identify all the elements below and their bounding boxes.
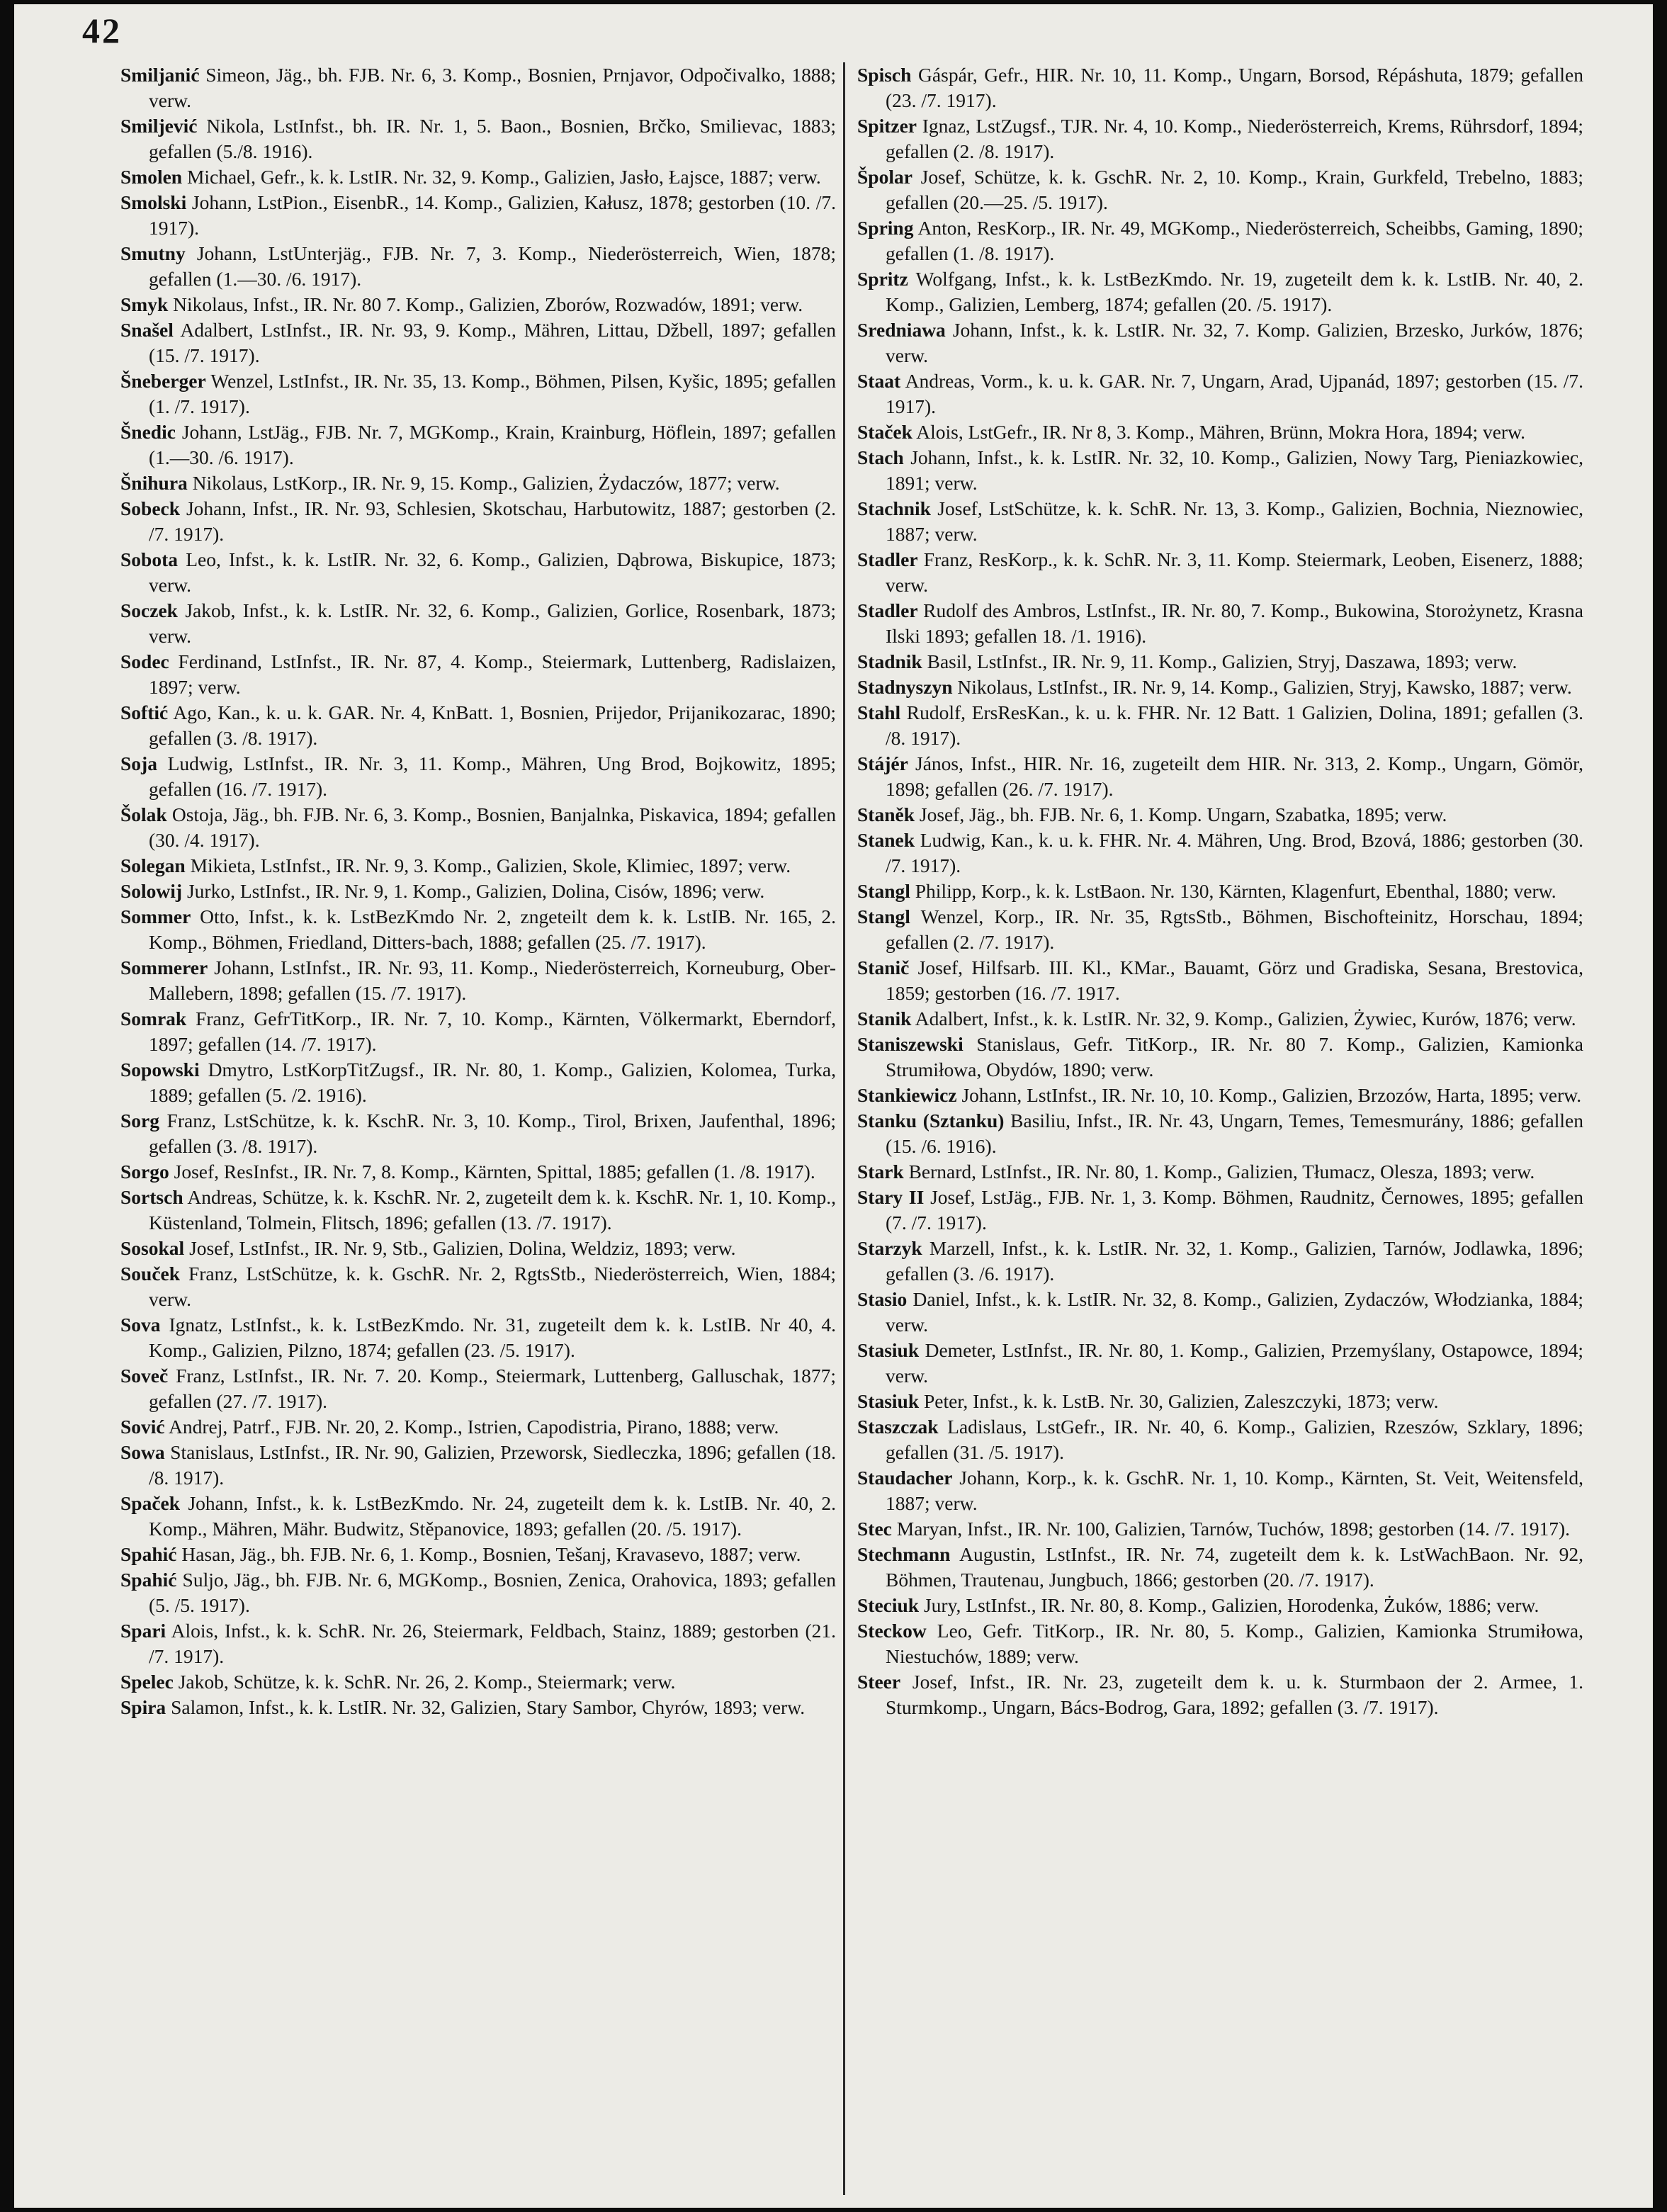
entry-details: Dmytro, LstKorpTitZugsf., IR. Nr. 80, 1. Komp., Galizien, Kolomea, Turka, 1889; gefallen (5. /2. 1916).	[149, 1059, 836, 1106]
entry-details: Adalbert, LstInfst., IR. Nr. 93, 9. Komp., Mähren, Littau, Džbell, 1897; gefallen (15. /7. 1917).	[149, 319, 836, 366]
document-page	[14, 4, 1653, 2208]
casualty-entry	[857, 1516, 1583, 1542]
casualty-entry	[857, 1338, 1583, 1389]
entry-surname: Šolak	[120, 803, 167, 825]
casualty-entry	[857, 1287, 1583, 1338]
entry-details: János, Infst., HIR. Nr. 16, zugeteilt dem HIR. Nr. 313, 2. Komp., Ungarn, Gömör, 1898; gefallen (26. /7. 1917).	[886, 752, 1583, 800]
entry-surname: Spritz	[857, 268, 908, 290]
entry-surname: Staat	[857, 370, 901, 392]
entry-surname: Spelec	[120, 1671, 174, 1693]
casualty-entry	[120, 292, 836, 317]
casualty-entry	[857, 955, 1583, 1006]
casualty-entry	[857, 828, 1583, 879]
casualty-entry	[857, 904, 1583, 955]
entry-details: Anton, ResKorp., IR. Nr. 49, MGKomp., Niederösterreich, Scheibbs, Gaming, 1890; gefallen (1. /8. 1917).	[886, 217, 1583, 264]
casualty-entry	[120, 904, 836, 955]
entry-details: Wenzel, LstInfst., IR. Nr. 35, 13. Komp., Böhmen, Pilsen, Kyšic, 1895; gefallen (1. /7. 1917).	[149, 370, 836, 417]
entry-surname: Spring	[857, 217, 914, 239]
entry-details: Ignatz, LstInfst., k. k. LstBezKmdo. Nr. 31, zugeteilt dem k. k. LstIB. Nr 40, 4. Komp., Galizien, Pilzno, 1874; gefallen (23. /5. 1917).	[149, 1314, 836, 1361]
entry-details: Josef, Schütze, k. k. GschR. Nr. 2, 10. Komp., Krain, Gurkfeld, Trebelno, 1883; gefallen (20.—25. /5. 1917).	[886, 166, 1583, 213]
entry-details: Leo, Gefr. TitKorp., IR. Nr. 80, 5. Komp., Galizien, Kamionka Strumiłowa, Niestuchów, 1889; verw.	[886, 1620, 1583, 1667]
entry-surname: Sova	[120, 1314, 161, 1336]
entry-surname: Smiljanić	[120, 64, 200, 86]
entry-details: Rudolf, ErsResKan., k. u. k. FHR. Nr. 12 Batt. 1 Galizien, Dolina, 1891; gefallen (3. /8. 1917).	[886, 701, 1583, 749]
casualty-entry	[857, 547, 1583, 598]
entry-details: Suljo, Jäg., bh. FJB. Nr. 6, MGKomp., Bosnien, Zenica, Orahovica, 1893; gefallen (5. /5. 1917).	[149, 1569, 836, 1616]
casualty-entry	[857, 1083, 1583, 1108]
entry-surname: Stadnik	[857, 650, 922, 672]
entry-details: Wolfgang, Infst., k. k. LstBezKmdo. Nr. 19, zugeteilt dem k. k. LstIB. Nr. 40, 2. Komp., Galizien, Lemberg, 1874; gefallen (20. /5. 1917).	[886, 268, 1583, 315]
entry-surname: Sopowski	[120, 1059, 200, 1080]
entry-surname: Staniszewski	[857, 1033, 964, 1055]
entry-surname: Spaček	[120, 1492, 181, 1514]
entry-surname: Soveč	[120, 1365, 169, 1387]
casualty-entry	[857, 1669, 1583, 1720]
entry-surname: Stasiuk	[857, 1339, 920, 1361]
entry-surname: Starzyk	[857, 1237, 922, 1259]
casualty-entry	[120, 853, 836, 879]
entry-details: Josef, LstJäg., FJB. Nr. 1, 3. Komp. Böhmen, Raudnitz, Černowes, 1895; gefallen (7. /7. 1917).	[886, 1186, 1583, 1234]
entry-details: Peter, Infst., k. k. LstB. Nr. 30, Galizien, Zaleszczyki, 1873; verw.	[924, 1390, 1439, 1412]
casualty-entry	[120, 700, 836, 751]
entry-details: Josef, ResInfst., IR. Nr. 7, 8. Komp., Kärnten, Spittal, 1885; gefallen (1. /8. 1917).	[174, 1161, 815, 1183]
casualty-entry	[857, 164, 1583, 215]
entry-surname: Smiljević	[120, 115, 198, 137]
casualty-entry	[857, 113, 1583, 164]
casualty-entry	[857, 675, 1583, 700]
entry-details: Josef, LstSchütze, k. k. SchR. Nr. 13, 3. Komp., Galizien, Bochnia, Nieznowiec, 1887; verw.	[886, 497, 1583, 545]
entry-details: Johann, LstInfst., IR. Nr. 10, 10. Komp., Galizien, Brzozów, Harta, 1895; verw.	[961, 1084, 1582, 1106]
casualty-entry	[857, 496, 1583, 547]
page-number: 42	[82, 11, 122, 50]
casualty-entry	[857, 215, 1583, 266]
entry-details: Bernard, LstInfst., IR. Nr. 80, 1. Komp., Galizien, Tłumacz, Olesza, 1893; verw.	[908, 1161, 1535, 1183]
casualty-entry	[857, 598, 1583, 649]
casualty-entry	[857, 445, 1583, 496]
entry-details: Josef, Hilfsarb. III. Kl., KMar., Bauamt, Görz und Gradiska, Sesana, Brestovica, 1859; gestorben (16. /7. 1917.	[886, 957, 1583, 1004]
entry-surname: Sodec	[120, 650, 169, 672]
entry-details: Ostoja, Jäg., bh. FJB. Nr. 6, 3. Komp., Bosnien, Banjalnka, Piskavica, 1894; gefallen (30. /4. 1917).	[149, 803, 836, 851]
right-column	[857, 62, 1583, 2195]
casualty-entry	[857, 1618, 1583, 1669]
entry-surname: Sobeck	[120, 497, 181, 519]
entry-details: Daniel, Infst., k. k. LstIR. Nr. 32, 8. Komp., Galizien, Zydaczów, Włodzianka, 1884; verw.	[886, 1288, 1583, 1336]
casualty-entry	[120, 1363, 836, 1414]
entry-details: Maryan, Infst., IR. Nr. 100, Galizien, Tarnów, Tuchów, 1898; gestorben (14. /7. 1917).	[896, 1518, 1571, 1540]
entry-surname: Spira	[120, 1696, 166, 1718]
entry-surname: Stanek	[857, 829, 915, 851]
entry-surname: Sommer	[120, 905, 191, 927]
entry-surname: Šnihura	[120, 472, 188, 494]
entry-surname: Souček	[120, 1263, 181, 1285]
entry-details: Nikolaus, Infst., IR. Nr. 80 7. Komp., Galizien, Zborów, Rozwadów, 1891; verw.	[173, 293, 803, 315]
casualty-entry	[120, 1695, 836, 1720]
entry-details: Jakob, Schütze, k. k. SchR. Nr. 26, 2. Komp., Steiermark; verw.	[178, 1671, 676, 1693]
casualty-entry	[120, 1542, 836, 1567]
entry-details: Johann, Infst., IR. Nr. 93, Schlesien, Skotschau, Harbutowitz, 1887; gestorben (2. /7. 1917).	[149, 497, 836, 545]
entry-surname: Stadler	[857, 548, 918, 570]
casualty-entry	[120, 1618, 836, 1669]
casualty-entry	[120, 1159, 836, 1185]
entry-details: Jakob, Infst., k. k. LstIR. Nr. 32, 6. Komp., Galizien, Gorlice, Rosenbark, 1873; verw.	[149, 599, 836, 647]
casualty-entry	[120, 1669, 836, 1695]
entry-details: Adalbert, Infst., k. k. LstIR. Nr. 32, 9. Komp., Galizien, Żywiec, Kurów, 1876; verw.	[915, 1008, 1576, 1029]
entry-surname: Stahl	[857, 701, 901, 723]
entry-surname: Somrak	[120, 1008, 187, 1029]
entry-surname: Sorg	[120, 1110, 159, 1132]
casualty-entry	[857, 1236, 1583, 1287]
casualty-entry	[857, 802, 1583, 828]
entry-surname: Smyk	[120, 293, 169, 315]
entry-details: Franz, LstSchütze, k. k. KschR. Nr. 3, 10. Komp., Tirol, Brixen, Jaufenthal, 1896; gefallen (3. /8. 1917).	[149, 1110, 836, 1157]
entry-surname: Smutny	[120, 242, 186, 264]
entry-details: Alois, LstGefr., IR. Nr 8, 3. Komp., Mähren, Brünn, Mokra Hora, 1894; verw.	[916, 421, 1526, 443]
casualty-entry	[120, 547, 836, 598]
entry-surname: Staudacher	[857, 1467, 953, 1489]
casualty-entry	[857, 266, 1583, 317]
entry-surname: Steer	[857, 1671, 901, 1693]
casualty-entry	[120, 1185, 836, 1236]
entry-details: Johann, Korp., k. k. GschR. Nr. 1, 10. Komp., Kärnten, St. Veit, Weitensfeld, 1887; verw.	[886, 1467, 1583, 1514]
entry-surname: Špolar	[857, 166, 912, 188]
entry-details: Stanislaus, Gefr. TitKorp., IR. Nr. 80 7. Komp., Galizien, Kamionka Strumiłowa, Obydów, 1890; verw.	[886, 1033, 1583, 1080]
casualty-entry	[120, 955, 836, 1006]
casualty-entry	[857, 368, 1583, 419]
entry-surname: Staněk	[857, 803, 915, 825]
casualty-entry	[857, 1414, 1583, 1465]
entry-details: Andreas, Vorm., k. u. k. GAR. Nr. 7, Ungarn, Arad, Ujpanád, 1897; gestorben (15. /7. 1917).	[886, 370, 1583, 417]
entry-surname: Stanič	[857, 957, 910, 978]
entry-surname: Stanku (Sztanku)	[857, 1110, 1005, 1132]
entry-details: Franz, ResKorp., k. k. SchR. Nr. 3, 11. Komp. Steiermark, Leoben, Eisenerz, 1888; verw.	[886, 548, 1583, 596]
casualty-entry	[120, 419, 836, 470]
casualty-entry	[120, 496, 836, 547]
entry-surname: Stach	[857, 446, 904, 468]
entry-surname: Stangl	[857, 905, 910, 927]
entry-surname: Solowij	[120, 880, 183, 902]
casualty-entry	[120, 241, 836, 292]
entry-details: Ferdinand, LstInfst., IR. Nr. 87, 4. Komp., Steiermark, Luttenberg, Radislaizen, 1897; verw.	[149, 650, 836, 698]
entry-surname: Sorgo	[120, 1161, 169, 1183]
entry-surname: Spahić	[120, 1543, 177, 1565]
entry-surname: Stasio	[857, 1288, 908, 1310]
casualty-entry	[857, 1389, 1583, 1414]
casualty-entry	[120, 368, 836, 419]
entry-details: Rudolf des Ambros, LstInfst., IR. Nr. 80, 7. Komp., Bukowina, Storożynetz, Krasna Ilski 1893; gefallen 18. /1. 1916).	[886, 599, 1583, 647]
entry-details: Johann, LstPion., EisenbR., 14. Komp., Galizien, Kałusz, 1878; gestorben (10. /7. 1917).	[149, 191, 836, 239]
entry-details: Stanislaus, LstInfst., IR. Nr. 90, Galizien, Przeworsk, Siedleczka, 1896; gefallen (18. /8. 1917).	[149, 1441, 836, 1489]
entry-details: Philipp, Korp., k. k. LstBaon. Nr. 130, Kärnten, Klagenfurt, Ebenthal, 1880; verw.	[915, 880, 1556, 902]
left-column	[120, 62, 836, 2195]
casualty-entry	[120, 649, 836, 700]
entry-surname: Sosokal	[120, 1237, 185, 1259]
casualty-entry	[857, 879, 1583, 904]
casualty-entry	[120, 879, 836, 904]
entry-surname: Stec	[857, 1518, 892, 1540]
entry-surname: Šneberger	[120, 370, 206, 392]
casualty-entry	[120, 62, 836, 113]
entry-surname: Spari	[120, 1620, 166, 1642]
entry-details: Mikieta, LstInfst., IR. Nr. 9, 3. Komp., Galizien, Skole, Klimiec, 1897; verw.	[190, 854, 791, 876]
entry-surname: Soja	[120, 752, 157, 774]
entry-details: Johann, LstUnterjäg., FJB. Nr. 7, 3. Komp., Niederösterreich, Wien, 1878; gefallen (1.—30. /6. 1917).	[149, 242, 836, 290]
casualty-entry	[120, 1440, 836, 1491]
casualty-entry	[120, 1006, 836, 1057]
entry-details: Andreas, Schütze, k. k. KschR. Nr. 2, zugeteilt dem k. k. KschR. Nr. 1, 10. Komp., Küstenland, Tolmein, Flitsch, 1896; gefallen (13. /7. 1917).	[149, 1186, 836, 1234]
casualty-entry	[857, 700, 1583, 751]
entry-details: Salamon, Infst., k. k. LstIR. Nr. 32, Galizien, Stary Sambor, Chyrów, 1893; verw.	[171, 1696, 806, 1718]
casualty-entry	[857, 1108, 1583, 1159]
entry-surname: Soczek	[120, 599, 178, 621]
entry-surname: Steckow	[857, 1620, 927, 1642]
entry-details: Franz, LstSchütze, k. k. GschR. Nr. 2, RgtsStb., Niederösterreich, Wien, 1884; verw.	[149, 1263, 836, 1310]
entry-details: Johann, Infst., k. k. LstIR. Nr. 32, 7. Komp. Galizien, Brzesko, Jurków, 1876; verw.	[886, 319, 1583, 366]
entry-details: Josef, Infst., IR. Nr. 23, zugeteilt dem k. u. k. Sturmbaon der 2. Armee, 1. Sturmkomp., Ungarn, Bács-Bodrog, Gara, 1892; gefallen (3. /7. 1917).	[886, 1671, 1583, 1718]
casualty-entry	[120, 1261, 836, 1312]
casualty-entry	[120, 1108, 836, 1159]
entry-surname: Softić	[120, 701, 169, 723]
entry-surname: Stachnik	[857, 497, 931, 519]
casualty-entry	[857, 1542, 1583, 1593]
entry-details: Augustin, LstInfst., IR. Nr. 74, zugeteilt dem k. k. LstWachBaon. Nr. 92, Böhmen, Trautenau, Jungbuch, 1866; gestorben (20. /7. 1917).	[886, 1543, 1583, 1591]
casualty-entry	[857, 62, 1583, 113]
entry-surname: Stankiewicz	[857, 1084, 957, 1106]
entry-details: Johann, Infst., k. k. LstIR. Nr. 32, 10. Komp., Galizien, Nowy Targ, Pieniazkowiec, 1891; verw.	[886, 446, 1583, 494]
entry-surname: Stadnyszyn	[857, 676, 953, 698]
entry-surname: Stark	[857, 1161, 904, 1183]
entry-details: Leo, Infst., k. k. LstIR. Nr. 32, 6. Komp., Galizien, Dąbrowa, Biskupice, 1873; verw.	[149, 548, 836, 596]
entry-surname: Sommerer	[120, 957, 208, 978]
entry-details: Johann, LstJäg., FJB. Nr. 7, MGKomp., Krain, Krainburg, Höflein, 1897; gefallen (1.—30. /6. 1917).	[149, 421, 836, 468]
casualty-entry	[120, 751, 836, 802]
entry-surname: Sović	[120, 1416, 165, 1438]
casualty-entry	[857, 751, 1583, 802]
casualty-entry	[120, 802, 836, 853]
entry-details: Nikola, LstInfst., bh. IR. Nr. 1, 5. Baon., Bosnien, Brčko, Smilievac, 1883; gefallen (5./8. 1916).	[149, 115, 836, 162]
entry-surname: Solegan	[120, 854, 186, 876]
entry-details: Demeter, LstInfst., IR. Nr. 80, 1. Komp., Galizien, Przemyślany, Ostapowce, 1894; verw.	[886, 1339, 1583, 1387]
casualty-entry	[857, 419, 1583, 445]
entry-details: Josef, Jäg., bh. FJB. Nr. 6, 1. Komp. Ungarn, Szabatka, 1895; verw.	[919, 803, 1447, 825]
entry-surname: Stary II	[857, 1186, 925, 1208]
casualty-entry	[120, 317, 836, 368]
entry-surname: Šnedic	[120, 421, 176, 443]
entry-details: Ladislaus, LstGefr., IR. Nr. 40, 6. Komp., Galizien, Rzeszów, Szklary, 1896; gefallen (31. /5. 1917).	[886, 1416, 1583, 1463]
entry-surname: Spahić	[120, 1569, 177, 1591]
entry-details: Wenzel, Korp., IR. Nr. 35, RgtsStb., Böhmen, Bischofteinitz, Horschau, 1894; gefallen (2. /7. 1917).	[886, 905, 1583, 953]
entry-surname: Snašel	[120, 319, 174, 341]
entry-details: Alois, Infst., k. k. SchR. Nr. 26, Steiermark, Feldbach, Stainz, 1889; gestorben (21. /7. 1917).	[149, 1620, 836, 1667]
casualty-entry	[120, 1414, 836, 1440]
entry-surname: Smolen	[120, 166, 183, 188]
casualty-entry	[120, 164, 836, 190]
casualty-entry	[120, 1312, 836, 1363]
entry-details: Josef, LstInfst., IR. Nr. 9, Stb., Galizien, Dolina, Weldziz, 1893; verw.	[189, 1237, 736, 1259]
entry-details: Johann, LstInfst., IR. Nr. 93, 11. Komp., Niederösterreich, Korneuburg, Ober-Mallebern, 1898; gefallen (15. /7. 1917).	[149, 957, 836, 1004]
entry-details: Michael, Gefr., k. k. LstIR. Nr. 32, 9. Komp., Galizien, Jasło, Łajsce, 1887; verw.	[186, 166, 821, 188]
casualty-entry	[120, 113, 836, 164]
casualty-entry	[857, 1465, 1583, 1516]
entry-surname: Stasiuk	[857, 1390, 920, 1412]
entry-details: Nikolaus, LstInfst., IR. Nr. 9, 14. Komp., Galizien, Stryj, Kawsko, 1887; verw.	[957, 676, 1572, 698]
entry-surname: Steciuk	[857, 1594, 920, 1616]
entry-surname: Sowa	[120, 1441, 165, 1463]
entry-surname: Stangl	[857, 880, 910, 902]
entry-surname: Staszczak	[857, 1416, 939, 1438]
entry-details: Ludwig, LstInfst., IR. Nr. 3, 11. Komp., Mähren, Ung Brod, Bojkowitz, 1895; gefallen (16. /7. 1917).	[149, 752, 836, 800]
entry-details: Basiliu, Infst., IR. Nr. 43, Ungarn, Temes, Temesmurány, 1886; gefallen (15. /6. 1916).	[886, 1110, 1583, 1157]
casualty-entry	[120, 1491, 836, 1542]
entry-surname: Smolski	[120, 191, 187, 213]
entry-details: Andrej, Patrf., FJB. Nr. 20, 2. Komp., Istrien, Capodistria, Pirano, 1888; verw.	[169, 1416, 779, 1438]
entry-surname: Spisch	[857, 64, 912, 86]
entry-details: Jury, LstInfst., IR. Nr. 80, 8. Komp., Galizien, Horodenka, Żuków, 1886; verw.	[923, 1594, 1539, 1616]
casualty-entry	[120, 190, 836, 241]
entry-details: Marzell, Infst., k. k. LstIR. Nr. 32, 1. Komp., Galizien, Tarnów, Jodlawka, 1896; gefallen (3. /6. 1917).	[886, 1237, 1583, 1285]
casualty-entry	[120, 470, 836, 496]
entry-details: Ludwig, Kan., k. u. k. FHR. Nr. 4. Mähren, Ung. Brod, Bzová, 1886; gestorben (30. /7. 1917).	[886, 829, 1583, 876]
entry-details: Gáspár, Gefr., HIR. Nr. 10, 11. Komp., Ungarn, Borsod, Répáshuta, 1879; gefallen (23. /7. 1917).	[886, 64, 1583, 111]
entry-details: Nikolaus, LstKorp., IR. Nr. 9, 15. Komp., Galizien, Żydaczów, 1877; verw.	[192, 472, 780, 494]
casualty-entry	[857, 1032, 1583, 1083]
entry-surname: Stanik	[857, 1008, 912, 1029]
column-divider	[843, 62, 845, 2195]
entry-surname: Spitzer	[857, 115, 917, 137]
casualty-entry	[120, 1236, 836, 1261]
entry-surname: Sortsch	[120, 1186, 183, 1208]
casualty-entry	[857, 1593, 1583, 1618]
casualty-entry	[857, 1006, 1583, 1032]
casualty-entry	[857, 1159, 1583, 1185]
entry-details: Franz, LstInfst., IR. Nr. 7. 20. Komp., Steiermark, Luttenberg, Galluschak, 1877; gefallen (27. /7. 1917).	[149, 1365, 836, 1412]
entry-surname: Stechmann	[857, 1543, 951, 1565]
entry-details: Ignaz, LstZugsf., TJR. Nr. 4, 10. Komp., Niederösterreich, Krems, Rührsdorf, 1894; gefallen (2. /8. 1917).	[886, 115, 1583, 162]
casualty-entry	[857, 317, 1583, 368]
entry-details: Jurko, LstInfst., IR. Nr. 9, 1. Komp., Galizien, Dolina, Cisów, 1896; verw.	[186, 880, 765, 902]
casualty-entry	[857, 1185, 1583, 1236]
entry-surname: Sobota	[120, 548, 178, 570]
entry-surname: Stájér	[857, 752, 908, 774]
entry-surname: Sredniawa	[857, 319, 946, 341]
entry-details: Otto, Infst., k. k. LstBezKmdo Nr. 2, zngeteilt dem k. k. LstIB. Nr. 165, 2. Komp., Böhmen, Friedland, Ditters-bach, 1888; gefallen (25. /7. 1917).	[149, 905, 836, 953]
entry-details: Ago, Kan., k. u. k. GAR. Nr. 4, KnBatt. 1, Bosnien, Prijedor, Prijanikozarac, 1890; gefallen (3. /8. 1917).	[149, 701, 836, 749]
entry-details: Johann, Infst., k. k. LstBezKmdo. Nr. 24, zugeteilt dem k. k. LstIB. Nr. 40, 2. Komp., Mähren, Mähr. Budwitz, Stěpanovice, 1893; gefallen (20. /5. 1917).	[149, 1492, 836, 1540]
casualty-entry	[120, 1057, 836, 1108]
entry-details: Basil, LstInfst., IR. Nr. 9, 11. Komp., Galizien, Stryj, Daszawa, 1893; verw.	[927, 650, 1518, 672]
entry-details: Franz, GefrTitKorp., IR. Nr. 7, 10. Komp., Kärnten, Völkermarkt, Eberndorf, 1897; gefallen (14. /7. 1917).	[149, 1008, 836, 1055]
casualty-entry	[120, 1567, 836, 1618]
entry-surname: Stadler	[857, 599, 918, 621]
entry-details: Simeon, Jäg., bh. FJB. Nr. 6, 3. Komp., Bosnien, Prnjavor, Odpočivalko, 1888; verw.	[149, 64, 836, 111]
entry-details: Hasan, Jäg., bh. FJB. Nr. 6, 1. Komp., Bosnien, Tešanj, Kravasevo, 1887; verw.	[181, 1543, 801, 1565]
casualty-entry	[120, 598, 836, 649]
entry-surname: Staček	[857, 421, 912, 443]
casualty-entry	[857, 649, 1583, 675]
